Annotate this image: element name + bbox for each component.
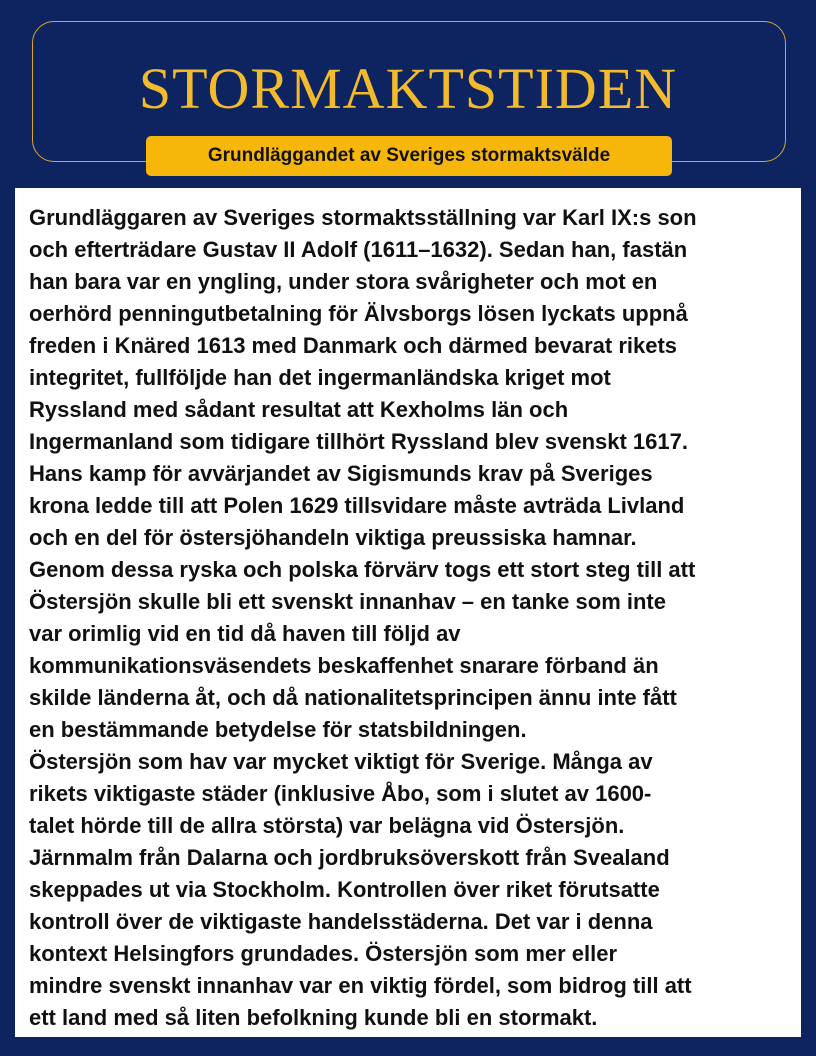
text-line: Järnmalm från Dalarna och jordbruksöverskott från Svealand (29, 845, 670, 870)
text-line: en bestämmande betydelse för statsbildningen. (29, 717, 527, 742)
text-line: Ryssland med sådant resultat att Kexholms län och (29, 397, 569, 422)
text-line: oerhörd penningutbetalning för Älvsborgs lösen lyckats uppnå (29, 301, 688, 326)
text-line: Grundläggaren av Sveriges stormaktsställning var Karl IX:s son (29, 205, 697, 230)
text-line: ett land med så liten befolkning kunde bli en stormakt. (29, 1005, 598, 1030)
text-line: rikets viktigaste städer (inklusive Åbo, som i slutet av 1600- (29, 781, 652, 806)
text-line: Genom dessa ryska och polska förvärv togs ett stort steg till att (29, 557, 696, 582)
text-line: kontroll över de viktigaste handelsstäderna. Det var i denna (29, 909, 653, 934)
text-line: Hans kamp för avvärjandet av Sigismunds krav på Sveriges (29, 461, 653, 486)
text-line: han bara var en yngling, under stora svårigheter och mot en (29, 269, 658, 294)
text-panel (15, 188, 801, 1037)
subtitle-banner (146, 136, 672, 176)
text-line: Östersjön skulle bli ett svenskt innanhav – en tanke som inte (29, 589, 666, 614)
paragraph-1 (29, 202, 789, 746)
text-line: skeppades ut via Stockholm. Kontrollen över riket förutsatte (29, 877, 660, 902)
text-line: och efterträdare Gustav II Adolf (1611–1632). Sedan han, fastän (29, 237, 688, 262)
text-line: talet hörde till de allra största) var belägna vid Östersjön. (29, 813, 625, 838)
text-line: integritet, fullföljde han det ingermanländska kriget mot (29, 365, 611, 390)
text-line: var orimlig vid en tid då haven till följd av (29, 621, 461, 646)
text-line: kontext Helsingfors grundades. Östersjön som mer eller (29, 941, 618, 966)
page-title: STORMAKTSTIDEN (138, 56, 678, 121)
text-line: och en del för östersjöhandeln viktiga preussiska hamnar. (29, 525, 637, 550)
subtitle-text: Grundläggandet av Sveriges stormaktsvälde (207, 145, 611, 166)
text-line: Östersjön som hav var mycket viktigt för Sverige. Många av (29, 749, 653, 774)
text-line: mindre svenskt innanhav var en viktig fördel, som bidrog till att (29, 973, 692, 998)
text-line: skilde länderna åt, och då nationalitetsprincipen ännu inte fått (29, 685, 677, 710)
text-line: Ingermanland som tidigare tillhört Ryssland blev svenskt 1617. (29, 429, 688, 454)
text-line: krona ledde till att Polen 1629 tillsvidare måste avträda Livland (29, 493, 685, 518)
text-line: kommunikationsväsendets beskaffenhet snarare förband än (29, 653, 659, 678)
text-line: freden i Knäred 1613 med Danmark och därmed bevarat rikets (29, 333, 678, 358)
paragraph-2 (29, 746, 789, 1034)
